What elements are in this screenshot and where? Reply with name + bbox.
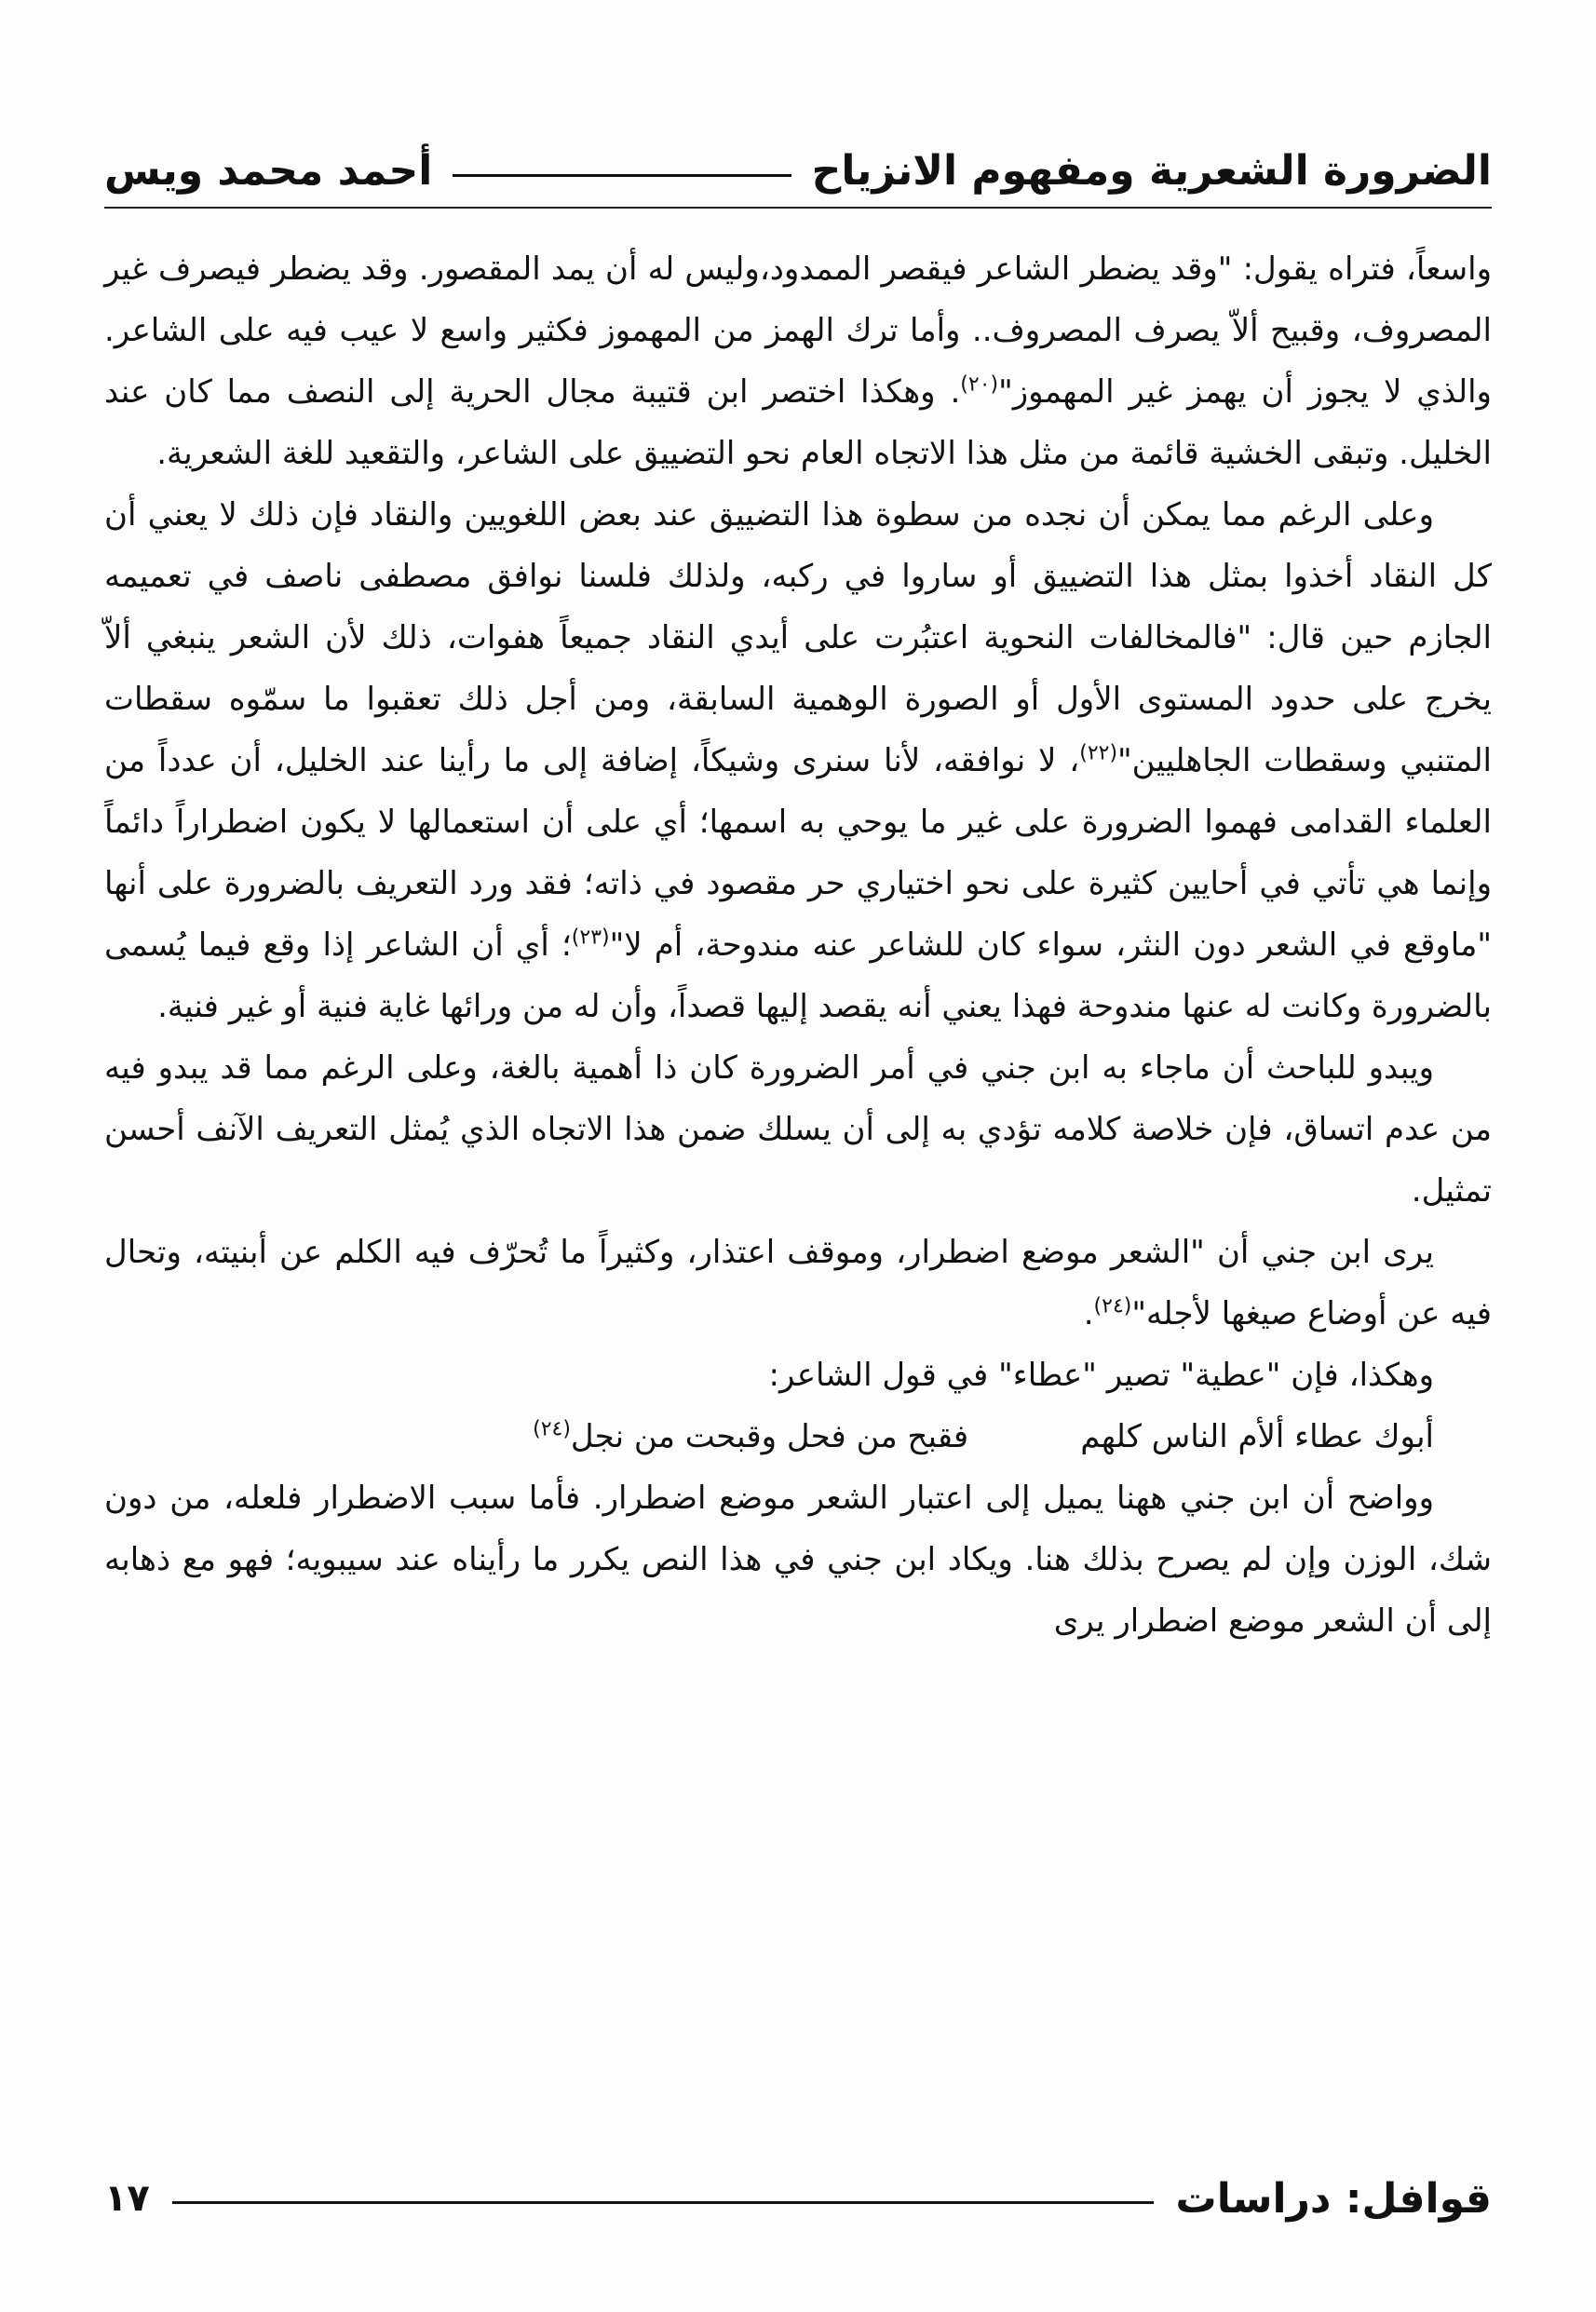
footnote-ref-verse: (٢٤) [533,1417,571,1441]
footnote-ref-20: (٢٠) [960,372,999,397]
paragraph-4: يرى ابن جني أن "الشعر موضع اضطرار، وموقف اعتذار، وكثيراً ما تُحرّف فيه الكلم عن أبنيته، وتحال فيه عن أوضاع صيغها لأجله"$^{(٢٤)}$. [104,1234,1492,1332]
footer-journal: قوافل: دراسات [1175,2174,1492,2223]
header-title: الضرورة الشعرية ومفهوم الانزياح [811,146,1492,195]
header-author: أحمد محمد ويس [104,146,433,195]
footnote-ref-24: (٢٤) [1093,1294,1132,1318]
header-divider [104,207,1492,209]
paragraph-6: وواضح أن ابن جني ههنا يميل إلى اعتبار الشعر موضع اضطرار. فأما سبب الاضطرار فلعله، من دون شك، الوزن وإن لم يصرح بذلك هنا. ويكاد ابن جني في هذا النص يكرر ما رأيناه عند سيبويه؛ فهو مع ذهابه إلى أن الشعر موضع اضطرار يرى [104,1480,1492,1640]
body-text [104,238,1492,2054]
page-number: ١٧ [104,2177,150,2220]
footnote-ref-22: (٢٢) [1079,741,1118,765]
running-header [104,138,1492,203]
paragraph-3: ويبدو للباحث أن ماجاء به ابن جني في أمر الضرورة كان ذا أهمية بالغة، وعلى الرغم مما قد يبدو فيه من عدم اتساق، فإن خلاصة كلامه تؤدي به إلى أن يسلك ضمن هذا الاتجاه الذي يُمثل التعريف الآنف أحسن تمثيل. [104,1049,1492,1210]
verse-second-hemistich: فقبح من فحل وقبحت من نجل$^{(٢٤)}$ [533,1417,969,1455]
poetry-verse [104,1406,1492,1467]
header-rule [453,174,791,177]
paragraph-2: وعلى الرغم مما يمكن أن نجده من سطوة هذا التضييق عند بعض اللغويين والنقاد فإن ذلك لا يعني أن كل النقاد أخذوا بمثل هذا التضييق أو ساروا في ركبه، ولذلك فلسنا نوافق مصطفى ناصف في تعميمه الجازم حين قال: "فالمخالفات النحوية اعتبُرت على أيدي النقاد جميعاً هفوات، ذلك لأن الشعر ينبغي ألاّ يخرج على حدود المستوى الأول أو الصورة الوهمية السابقة، ومن أجل ذلك تعقبوا ما سمّوه سقطات المتنبي وسقطات الجاهليين"$^{(٢٢)}$، لا نوافقه، لأنا سنرى وشيكاً، إضافة إلى ما رأينا عند الخليل، أن عدداً من العلماء القدامى فهموا الضرورة على غير ما يوحي به اسمها؛ أي على أن استعمالها لا يكون اضطراراً دائماً وإنما هي تأتي في أحايين كثيرة على نحو اختياري حر مقصود في ذاته؛ فقد ورد التعريف بالضرورة على أنها "ماوقع في الشعر دون النثر، سواء كان للشاعر عنه مندوحة، أم لا"$^{(٢٣)}$؛ أي أن الشاعر إذا وقع فيما يُسمى بالضرورة وكانت له عنها مندوحة فهذا يعني أنه يقصد إليها قصداً، وأن له من ورائها غاية فنية أو غير فنية. [104,496,1492,1025]
paragraph-1: واسعاً، فتراه يقول: "وقد يضطر الشاعر فيقصر الممدود،وليس له أن يمد المقصور. وقد يضطر فيصرف غير المصروف، وقبيح ألاّ يصرف المصروف.. وأما ترك الهمز من المهموز فكثير واسع لا عيب فيه على الشاعر. والذي لا يجوز أن يهمز غير المهموز"$^{(٢٠)}$. وهكذا اختصر ابن قتيبة مجال الحرية إلى النصف مما كان عند الخليل. وتبقى الخشية قائمة من مثل هذا الاتجاه العام نحو التضييق على الشاعر، والتقعيد للغة الشعرية. [104,250,1492,472]
footnote-ref-23: (٢٣) [571,926,610,950]
verse-first-hemistich: أبوك عطاء ألأم الناس كلهم [1080,1418,1434,1455]
running-footer [104,2166,1492,2231]
footer-rule [172,2201,1154,2204]
paragraph-5: وهكذا، فإن "عطية" تصير "عطاء" في قول الشاعر: [768,1357,1434,1394]
